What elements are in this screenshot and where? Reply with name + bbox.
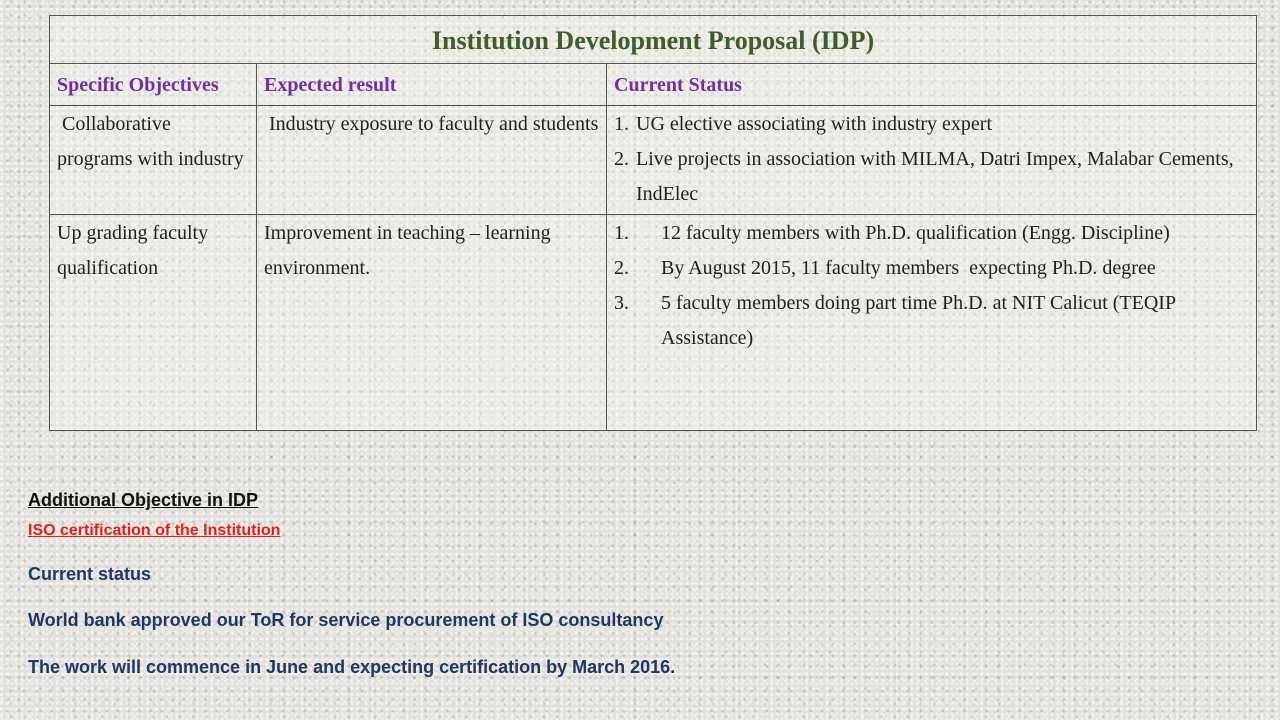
header-expected-result: Expected result (257, 64, 607, 106)
status-list (614, 216, 1250, 356)
additional-objective-title: Additional Objective in IDP (28, 490, 259, 510)
table-title: Institution Development Proposal (IDP) (50, 16, 1257, 64)
status-line: World bank approved our ToR for service procurement of ISO consultancy (28, 610, 664, 630)
list-item (614, 142, 1250, 212)
list-item (614, 107, 1250, 142)
list-item (614, 286, 1250, 356)
list-number: 3. (614, 292, 629, 314)
header-current-status: Current Status (607, 64, 1257, 106)
list-number: 1. (614, 113, 629, 135)
objective-cell: Up grading faculty qualification (50, 215, 257, 431)
objective-cell: Collaborative programs with industry (50, 106, 257, 215)
list-number: 2. (614, 257, 629, 279)
iso-objective: ISO certification of the Institution (28, 522, 281, 539)
list-number: 1. (614, 222, 629, 244)
list-text: Live projects in association with MILMA, Datri Impex, Malabar Cements, IndElec (636, 148, 1234, 205)
header-row (50, 64, 1257, 106)
table-row (50, 106, 1257, 215)
status-list (614, 107, 1250, 212)
status-cell (607, 106, 1257, 215)
table-row (50, 215, 1257, 431)
list-number: 2. (614, 148, 629, 170)
header-specific-objectives: Specific Objectives (50, 64, 257, 106)
list-text: 12 faculty members with Ph.D. qualification (Engg. Discipline) (661, 222, 1170, 244)
list-item (614, 216, 1250, 251)
status-cell (607, 215, 1257, 431)
list-text: 5 faculty members doing part time Ph.D. at NIT Calicut (TEQIP Assistance) (661, 292, 1176, 349)
list-text: By August 2015, 11 faculty members expecting Ph.D. degree (661, 257, 1156, 279)
expected-cell: Improvement in teaching – learning environment. (257, 215, 607, 431)
list-item (614, 251, 1250, 286)
current-status-label: Current status (28, 564, 152, 584)
list-text: UG elective associating with industry expert (636, 113, 993, 135)
expected-cell: Industry exposure to faculty and students (257, 106, 607, 215)
idp-table (49, 15, 1257, 431)
status-line: The work will commence in June and expecting certification by March 2016. (28, 657, 676, 677)
